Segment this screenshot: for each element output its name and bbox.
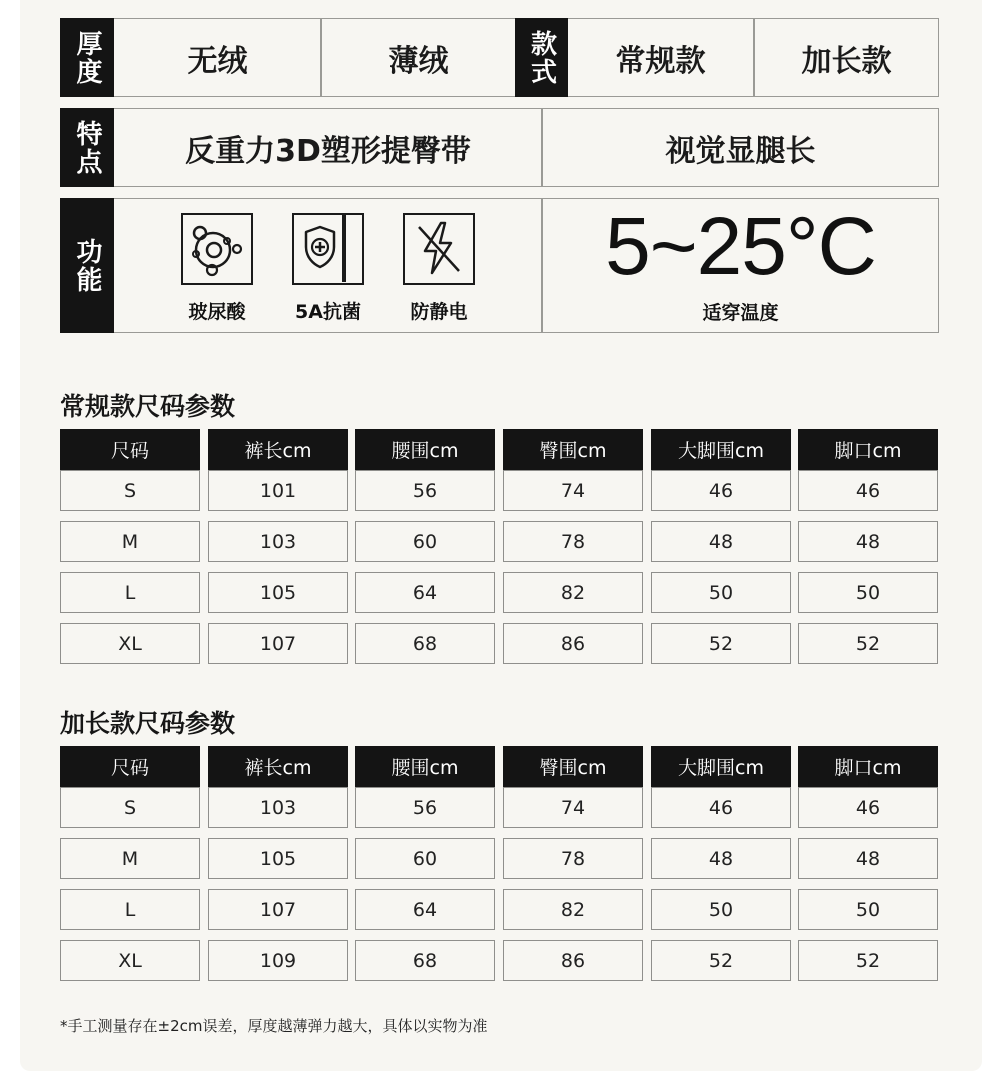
table-row-value-cell: 52: [651, 940, 791, 981]
thickness-label: [60, 18, 114, 97]
feature-label-text: 特点: [72, 119, 102, 176]
table-row-value-cell: 46: [798, 470, 938, 511]
table-header-cell: 脚口cm: [798, 746, 938, 787]
table-row-value-cell: 48: [651, 838, 791, 879]
table-row-value-cell: 46: [798, 787, 938, 828]
table-row-value-cell: 101: [208, 470, 348, 511]
hyaluronic-acid-icon: [181, 213, 253, 285]
thickness-label-text: 厚度: [72, 29, 102, 86]
function-label-hyaluronic: 玻尿酸: [188, 301, 246, 323]
table-header-cell: 腰围cm: [355, 429, 495, 470]
long-table-title: 加长款尺码参数: [60, 709, 236, 738]
table-row-value-cell: 107: [208, 889, 348, 930]
thickness-option-none: 无绒: [187, 43, 248, 79]
style-option-long: 加长款: [801, 43, 892, 79]
table-row-value-cell: 82: [503, 572, 643, 613]
table-row-size-cell: S: [60, 470, 200, 511]
table-row-value-cell: 52: [798, 940, 938, 981]
style-option-regular: 常规款: [615, 43, 706, 79]
function-label-anti-static: 防静电: [410, 301, 468, 323]
table-header-cell: 尺码: [60, 429, 200, 470]
table-row-value-cell: 78: [503, 838, 643, 879]
table-row-value-cell: 105: [208, 838, 348, 879]
table-row-value-cell: 52: [651, 623, 791, 664]
table-header-cell: 尺码: [60, 746, 200, 787]
table-row-value-cell: 103: [208, 521, 348, 562]
table-row-value-cell: 109: [208, 940, 348, 981]
table-row-value-cell: 86: [503, 623, 643, 664]
table-row-value-cell: 60: [355, 838, 495, 879]
table-row-value-cell: 48: [798, 521, 938, 562]
anti-static-icon: [403, 213, 475, 285]
table-row-size-cell: XL: [60, 940, 200, 981]
table-row-value-cell: 103: [208, 787, 348, 828]
table-row-value-cell: 78: [503, 521, 643, 562]
table-row-value-cell: 107: [208, 623, 348, 664]
feature-shaping-band: 反重力3D塑形提臀带: [185, 133, 471, 169]
table-header-cell: 腰围cm: [355, 746, 495, 787]
thickness-option-thin: 薄绒: [388, 43, 449, 79]
table-row-size-cell: L: [60, 889, 200, 930]
regular-table-title: 常规款尺码参数: [60, 392, 236, 421]
measurement-footnote: *手工测量存在±2cm误差，厚度越薄弹力越大，具体以实物为准: [60, 1017, 488, 1035]
table-row-value-cell: 50: [651, 572, 791, 613]
temperature-range: 5~25°C: [605, 201, 876, 292]
table-row-value-cell: 50: [651, 889, 791, 930]
table-row-value-cell: 74: [503, 787, 643, 828]
table-row-value-cell: 56: [355, 787, 495, 828]
table-row-value-cell: 50: [798, 889, 938, 930]
table-row-value-cell: 48: [798, 838, 938, 879]
function-label-text: 功能: [72, 237, 102, 294]
style-label-text: 款式: [526, 29, 557, 86]
feature-label: [60, 108, 114, 187]
table-row-value-cell: 46: [651, 470, 791, 511]
table-row-value-cell: 82: [503, 889, 643, 930]
table-row-value-cell: 86: [503, 940, 643, 981]
table-row-size-cell: M: [60, 521, 200, 562]
table-row-value-cell: 68: [355, 940, 495, 981]
table-header-cell: 脚口cm: [798, 429, 938, 470]
function-label-antibacterial: 5A抗菌: [295, 301, 361, 323]
table-header-cell: 大脚围cm: [651, 746, 791, 787]
style-label: [515, 18, 568, 97]
table-row-size-cell: L: [60, 572, 200, 613]
table-row-size-cell: S: [60, 787, 200, 828]
table-header-cell: 裤长cm: [208, 746, 348, 787]
temperature-label: 适穿温度: [702, 302, 779, 324]
function-label: [60, 198, 114, 333]
feature-leg-lengthening: 视觉显腿长: [665, 133, 816, 169]
table-row-value-cell: 52: [798, 623, 938, 664]
table-row-value-cell: 64: [355, 572, 495, 613]
antibacterial-shield-icon: [292, 213, 364, 285]
table-row-size-cell: M: [60, 838, 200, 879]
table-header-cell: 臀围cm: [503, 746, 643, 787]
table-header-cell: 臀围cm: [503, 429, 643, 470]
table-row-value-cell: 105: [208, 572, 348, 613]
size-chart-page: [20, 0, 982, 1071]
table-row-value-cell: 46: [651, 787, 791, 828]
table-row-value-cell: 74: [503, 470, 643, 511]
table-row-value-cell: 48: [651, 521, 791, 562]
table-row-value-cell: 50: [798, 572, 938, 613]
table-header-cell: 裤长cm: [208, 429, 348, 470]
table-row-value-cell: 64: [355, 889, 495, 930]
table-row-value-cell: 60: [355, 521, 495, 562]
table-row-value-cell: 56: [355, 470, 495, 511]
table-header-cell: 大脚围cm: [651, 429, 791, 470]
table-row-size-cell: XL: [60, 623, 200, 664]
table-row-value-cell: 68: [355, 623, 495, 664]
